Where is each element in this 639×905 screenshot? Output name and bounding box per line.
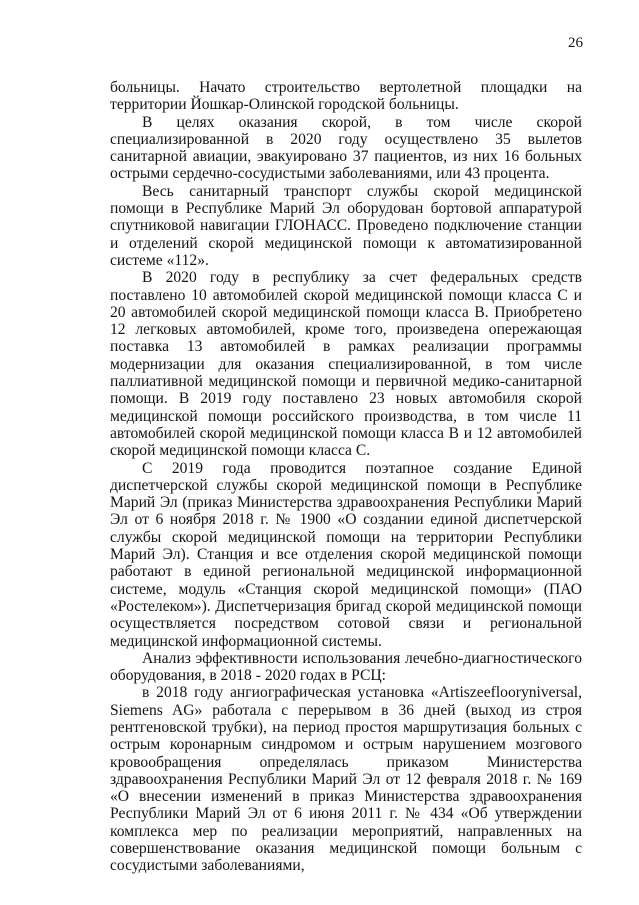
page-number: 26 xyxy=(568,35,583,51)
paragraph: С 2019 года проводится поэтапное создание Единой диспетчерской службы скорой медицинской помощи в Республике Марий Эл (приказ Министерства здравоохранения Республики Марий Эл от 6 ноября 2018 г. № 1900 «О создании единой диспетчерской службы скорой медицинской помощи на территории Республики Марий Эл). Станция и все отделения скорой медицинской помощи работают в единой региональной медицинской информационной системе, модуль «Станция скорой медицинской помощи» (ПАО «Ростелеком»). Диспетчеризация бригад скорой медицинской помощи осуществляется посредством сотовой связи и региональной медицинской информационной системы. xyxy=(110,459,582,650)
paragraph: В 2020 году в республику за счет федеральных средств поставлено 10 автомобилей скорой медицинской помощи класса С и 20 автомобилей скорой медицинской помощи класса В. Приобретено 12 легковых автомобилей, кроме того, произведена опережающая поставка 13 автомобилей в рамках реализации программы модернизации для оказания специализированной, в том числе паллиативной медицинской помощи и первичной медико-санитарной помощи. В 2019 году поставлено 23 новых автомобиля скорой медицинской помощи российского производства, в том числе 11 автомобилей скорой медицинской помощи класса В и 12 автомобилей скорой медицинской помощи класса С. xyxy=(110,269,582,460)
paragraph: В целях оказания скорой, в том числе скорой специализированной в 2020 году осуществлено 35 вылетов санитарной авиации, эвакуировано 37 пациентов, из них 16 больных острыми сердечно-сосудистыми заболеваниями, или 43 процента. xyxy=(110,113,582,183)
paragraph: больницы. Начато строительство вертолетной площадки на территории Йошкар-Олинской городской больницы. xyxy=(110,79,582,114)
body-text xyxy=(110,79,582,875)
paragraph: в 2018 году ангиографическая установка «Artiszeefloorуniversal, Siemens AG» работала с перерывом в 36 дней (выход из строя рентгеновской трубки), на период простоя маршрутизация больных с острым коронарным синдромом и острым нарушением мозгового кровообращения определялась приказом Министерства здравоохранения Республики Марий Эл от 12 февраля 2018 г. № 169 «О внесении изменений в приказ Министерства здравоохранения Республики Марий Эл от 6 июня 2011 г. № 434 «Об утверждении комплекса мер по реализации мероприятий, направленных на совершенствование оказания медицинской помощи больным с сосудистыми заболеваниями, xyxy=(110,684,582,875)
paragraph: Весь санитарный транспорт службы скорой медицинской помощи в Республике Марий Эл оборудован бортовой аппаратурой спутниковой навигации ГЛОНАСС. Проведено подключение станции и отделений скорой медицинской помощи к автоматизированной системе «112». xyxy=(110,182,582,269)
paragraph: Анализ эффективности использования лечебно-диагностического оборудования, в 2018 - 2020 годах в РСЦ: xyxy=(110,649,582,685)
